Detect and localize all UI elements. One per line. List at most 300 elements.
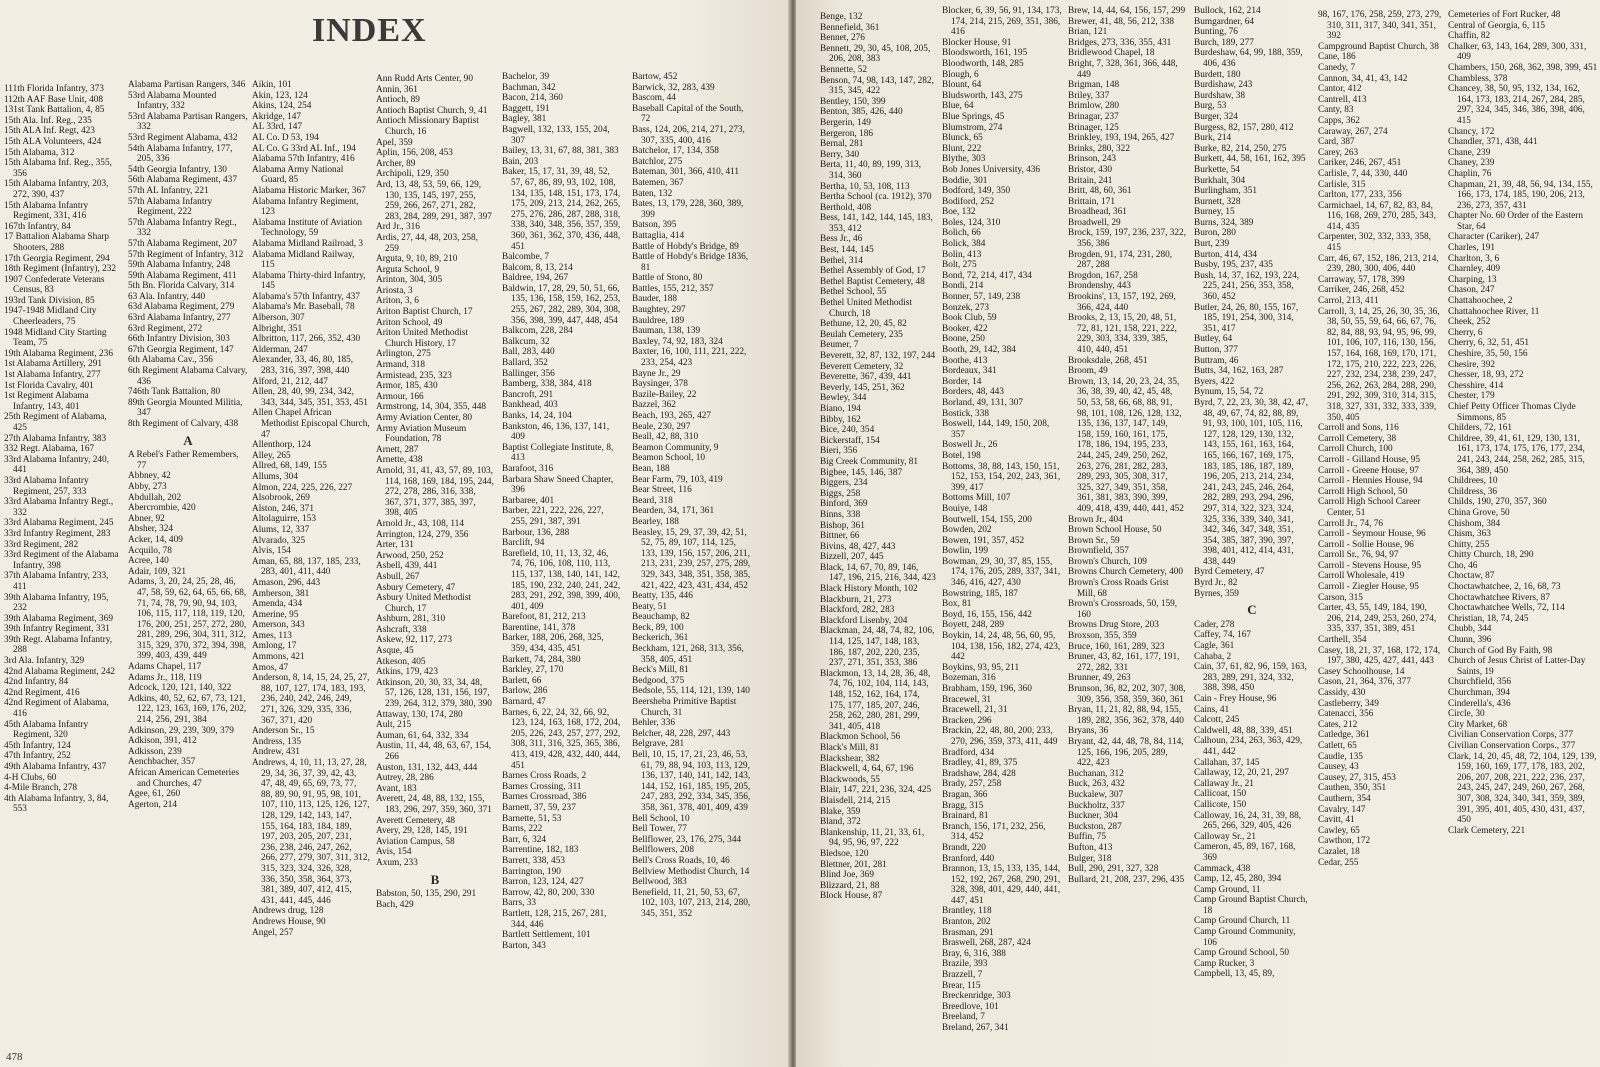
index-entry: Burlingham, 351 — [1194, 186, 1258, 197]
index-entry: Campground Baptist Church, 38 — [1318, 41, 1439, 52]
index-entry: Alley, 265 — [252, 450, 291, 461]
index-entry: 4th Alabama Infantry, 3, 84, 553 — [4, 793, 109, 815]
index-entry: 15th Alabama Infantry, 203, 272, 390, 437 — [4, 179, 109, 200]
index-entry: Alabama Thirty-third Infantry, 145 — [252, 270, 366, 292]
index-entry: Beulah Cemetery, 235 — [820, 329, 903, 340]
index-entry: Austin, 11, 44, 48, 63, 67, 154, 266 — [376, 741, 492, 762]
index-entry: Camp Rucker, 3 — [1194, 958, 1255, 969]
index-entry: Branch, 156, 171, 232, 256, 314, 452 — [942, 821, 1046, 843]
index-entry: 25th Regiment of Alabama, 425 — [4, 412, 107, 433]
index-entry: Blue, 64 — [942, 101, 974, 112]
index-entry: Breckenridge, 303 — [942, 991, 1011, 1002]
index-entry: Bloodsworth, 161, 195 — [942, 48, 1028, 59]
index-entry: Butts, 34, 162, 163, 287 — [1194, 366, 1284, 377]
index-entry: Cinderella's, 436 — [1448, 698, 1511, 709]
index-entry: Ballinger, 356 — [502, 368, 555, 379]
index-entry: 1st Alabama Infantry, 277 — [4, 370, 101, 381]
index-entry: Barlow, 286 — [502, 686, 548, 697]
index-entry: Alberson, 307 — [252, 313, 305, 324]
index-entry: Bolt, 275 — [942, 260, 977, 271]
index-entry: Andrew, 431 — [252, 747, 300, 758]
index-entry: Batchelor, 17, 134, 358 — [632, 146, 719, 157]
index-entry: Charping, 13 — [1448, 274, 1497, 285]
index-entry: Burnett, 328 — [1194, 196, 1241, 207]
index-entry: 111th Florida Infantry, 373 — [4, 84, 104, 94]
index-entry: 193rd Tank Division, 85 — [4, 295, 95, 306]
index-entry: Borders, 48, 443 — [942, 387, 1004, 398]
index-entry: Brogden, 91, 174, 231, 280, 287, 288 — [1068, 249, 1173, 271]
index-entry: 19th Alabama Regiment, 236 — [4, 348, 113, 359]
index-entry: Brooks, 2, 13, 15, 20, 48, 51, 72, 81, 121, 158, 221, 222, 229, 303, 334, 339, 385, 410, 440, 451 — [1068, 313, 1177, 355]
index-entry: Carr, 46, 67, 152, 186, 213, 214, 239, 280, 300, 406, 440 — [1318, 253, 1439, 275]
index-entry: Bess Jr., 46 — [820, 234, 863, 245]
index-entry: Blackshear, 382 — [820, 753, 880, 764]
index-entry: 63rd Regiment, 272 — [128, 323, 203, 334]
index-entry: Bishop, 361 — [820, 520, 865, 531]
index-entry: Barnes Crossroad, 386 — [502, 792, 587, 803]
index-entry: Bayne Jr., 29 — [632, 368, 681, 379]
index-entry: Axum, 233 — [376, 857, 418, 868]
index-entry: Absher, 324 — [128, 524, 174, 535]
index-entry: Beersheba Primitive Baptist Church, 31 — [632, 697, 737, 718]
index-entry: Armstrong, 14, 304, 355, 448 — [376, 402, 487, 413]
index-entry: Biano, 194 — [820, 403, 861, 414]
index-entry: Bumgardner, 64 — [1194, 16, 1255, 27]
index-entry: Big Creek Community, 81 — [820, 456, 919, 467]
index-entry: Busby, 195, 237, 435 — [1194, 260, 1273, 271]
index-entry: Armand, 318 — [376, 360, 426, 371]
index-entry: Barnette, 51, 53 — [502, 813, 562, 824]
index-entry: 4-Mile Branch, 278 — [4, 783, 78, 794]
index-entry: Boykin, 14, 24, 48, 56, 60, 95, 104, 138, 156, 182, 274, 423, 442 — [942, 631, 1061, 663]
index-entry: Armour, 166 — [376, 391, 424, 402]
index-entry: Bolin, 413 — [942, 249, 982, 260]
index-entry: Charnley, 409 — [1448, 264, 1501, 275]
index-entry: Arguta, 9, 10, 89, 210 — [376, 254, 458, 265]
index-entry: 57th Alabama Infantry Regt., 332 — [128, 217, 237, 239]
index-entry: Cherry, 6 — [1448, 327, 1483, 338]
index-entry: 63 Ala. Infantry, 440 — [128, 291, 206, 302]
index-entry: Bell School, 10 — [632, 813, 690, 824]
index-entry: Cauthern, 354 — [1318, 793, 1371, 804]
index-entry: Chancy, 172 — [1448, 126, 1495, 137]
index-entry: Beckham, 121, 268, 313, 356, 358, 405, 451 — [632, 644, 744, 665]
index-entry: Asbury Cemetery, 47 — [376, 582, 456, 593]
index-entry: Asbell, 439, 441 — [376, 561, 438, 572]
index-entry: Brinkley, 193, 194, 265, 427 — [1068, 133, 1175, 144]
index-entry: Canedy, 7 — [1318, 62, 1356, 73]
index-entry: Bowen, 191, 357, 452 — [942, 535, 1025, 546]
index-entry: 63rd Alabama Infantry, 277 — [128, 313, 231, 324]
index-entry: Carroll - Greene House, 97 — [1318, 465, 1419, 476]
index-entry: Cahaba, 2 — [1194, 651, 1232, 662]
index-entry: Bell's Cross Roads, 10, 46 — [632, 855, 730, 866]
index-entry: Button, 377 — [1194, 345, 1238, 355]
index-entry: Balkcum, 32 — [502, 336, 550, 347]
index-entry: Archipoli, 129, 350 — [376, 169, 449, 180]
index-entry: 27th Alabama Infantry, 383 — [4, 433, 107, 444]
index-entry: Carroll - Stevens House, 95 — [1318, 560, 1422, 571]
index-entry: 33rd Regiment, 282 — [4, 539, 79, 550]
index-entry: 33rd Alabama Infantry, 240, 441 — [4, 454, 109, 476]
index-entry: Brantley, 118 — [942, 906, 992, 917]
index-entry: Bateman, 301, 366, 410, 411 — [632, 167, 740, 178]
index-entry: Baysinger, 378 — [632, 379, 688, 390]
index-entry: Beall, 42, 88, 310 — [632, 432, 699, 443]
index-entry: Carroll, 3, 14, 25, 26, 30, 35, 36, 38, 50, 55, 59, 64, 66, 67, 76, 82, 84, 88, 93, 94, 95, 96, 99, 101, 106, 107, 116, 130, 156, 157, 164, 168, 169, 170, 171, 172, 175, 210, 222, 223, 226, 227, 232, 234, 238, 239, 247, 256, 262, 263, 284, 288, 290, 291, 292, 309, 310, 314, 315, 318, 327, 331, 332, 333, 339, 350, 405 — [1318, 306, 1440, 423]
index-entry: Adkisson, 239 — [128, 746, 182, 757]
index-entry: Beatty, 135, 446 — [632, 591, 693, 602]
index-entry: AL Co. D 53, 194 — [252, 132, 319, 143]
index-entry: 98, 167, 176, 258, 259, 273, 279, 310, 311, 317, 340, 341, 351, 392 — [1318, 10, 1442, 42]
index-entry: Askew, 92, 117, 273 — [376, 635, 453, 646]
index-column — [502, 72, 622, 1067]
index-entry: Block House, 87 — [820, 891, 883, 902]
index-entry: Barrs, 33 — [502, 898, 537, 909]
index-entry: Carroll - Ziegler House, 95 — [1318, 582, 1419, 593]
index-entry: Circle, 30 — [1448, 709, 1485, 720]
index-entry: Balcombe, 7 — [502, 252, 549, 263]
index-entry: Beamon School, 10 — [632, 453, 706, 464]
index-entry: Bracewell, 21, 31 — [942, 705, 1008, 716]
index-entry: Acker, 14, 409 — [128, 534, 183, 545]
index-entry: Chapman, 21, 39, 48, 56, 94, 134, 155, 166, 173, 174, 185, 190, 206, 213, 236, 273, 357, 431 — [1448, 179, 1593, 211]
index-entry: Beck's Mill, 81 — [632, 665, 689, 676]
index-entry: Blocker, 6, 39, 56, 91, 134, 173, 174, 214, 215, 269, 351, 386, 416 — [942, 6, 1062, 38]
index-entry: Burk, 214 — [1194, 133, 1232, 144]
index-entry: Ard Jr., 316 — [376, 222, 420, 233]
index-entry: Alabama Midland Railroad, 3 — [252, 238, 364, 249]
index-entry: Bruce, 160, 161, 289, 323 — [1068, 641, 1165, 652]
index-entry: 33rd Regiment of the Alabama Infantry, 398 — [4, 550, 119, 571]
index-entry: 42nd Regiment of Alabama, 416 — [4, 698, 109, 720]
index-entry: Cantrell, 413 — [1318, 94, 1367, 105]
index-entry: Booker, 422 — [942, 323, 988, 334]
index-entry: Bertha School (ca. 1912), 370 — [820, 192, 932, 203]
index-entry: Amerine, 95 — [252, 609, 299, 620]
index-entry: 15th Alabama Infantry Regiment, 331, 416 — [4, 200, 89, 222]
index-entry: Caffey, 74, 167 — [1194, 630, 1252, 641]
index-entry: Bruner, 43, 82, 161, 177, 191, 272, 282, 331 — [1068, 652, 1180, 673]
index-entry: Buchanan, 312 — [1068, 768, 1124, 779]
index-entry: Bailey, 13, 31, 67, 88, 381, 383 — [502, 146, 619, 157]
page-number: 478 — [6, 1051, 23, 1063]
index-entry: Bivins, 48, 427, 443 — [820, 541, 896, 552]
index-entry: Barefoot, 81, 212, 213 — [502, 612, 586, 623]
index-entry: Ariosta, 3 — [376, 285, 413, 296]
index-entry: City Market, 68 — [1448, 719, 1508, 730]
index-entry: Clark, 14, 20, 45, 48, 72, 104, 129, 139, 159, 160, 169, 177, 178, 183, 202, 206, 207, 208, 221, 222, 236, 237, 243, 245, 247, 249, 260, 267, 268, 307, 308, 324, 340, 341, 359, 389, 391, 395, 401, 405, 430, 431, 437, 450 — [1448, 751, 1597, 826]
index-entry: Barnes, 6, 22, 24, 32, 66, 92, 123, 124, 163, 168, 172, 204, 205, 226, 243, 257, 277, 292, 308, 311, 316, 325, 365, 386, 413, 419, 428, 432, 440, 444, 451 — [502, 707, 621, 771]
index-entry: Amos, 47 — [252, 662, 289, 673]
index-entry: Carlisle, 315 — [1318, 179, 1366, 190]
index-entry: 66th Infantry Division, 303 — [128, 334, 230, 345]
index-entry: 1948 Midland City Starting Team, 75 — [4, 327, 107, 349]
index-entry: Brondenshy, 443 — [1068, 281, 1131, 292]
index-entry: Blackmon, 13, 14, 28, 36, 48, 74, 76, 102, 104, 114, 143, 148, 152, 162, 164, 174, 175, 177, 185, 207, 246, 258, 262, 280, 281, 299, 341, 405, 418 — [820, 668, 931, 732]
index-entry: Abdullah, 202 — [128, 492, 182, 503]
index-entry: Casey, 18, 21, 37, 168, 172, 174, 197, 380, 425, 427, 441, 443 — [1318, 645, 1441, 667]
index-entry: Bennet, 276 — [820, 33, 865, 44]
index-entry: 47th Infantry, 252 — [4, 751, 71, 762]
index-entry: 42nd Alabama Regiment, 242 — [4, 666, 116, 677]
index-entry: 57th Alabama Infantry Regiment, 222 — [128, 196, 213, 218]
index-entry: Brainard, 81 — [942, 811, 989, 822]
index-entry: Bertha, 10, 53, 108, 113 — [820, 181, 910, 192]
index-entry: Branford, 440 — [942, 853, 995, 864]
index-entry: Bolich, 66 — [942, 228, 981, 239]
index-entry: Bloodworth, 148, 285 — [942, 58, 1024, 69]
index-entry: Alderman, 247 — [252, 344, 308, 355]
index-entry: Bice, 240, 354 — [820, 425, 875, 436]
index-entry: Boddie, 301 — [942, 175, 988, 186]
index-entry: Barkett, 74, 284, 380 — [502, 654, 581, 665]
index-entry: Adams Chapel, 117 — [128, 662, 202, 673]
index-entry: Baker, 15, 17, 31, 39, 48, 52, 57, 67, 86, 89, 93, 102, 108, 134, 135, 148, 151, 173, 174, 175, 209, 213, 214, 262, 265, 275, 276, 286, 287, 288, 318, 338, 340, 348, 356, 357, 359, 360, 361, 362, 370, 436, 448, 451 — [502, 167, 621, 252]
index-entry: Bethune, 12, 20, 45, 82 — [820, 319, 907, 330]
index-entry: Cheshire, 35, 50, 156 — [1448, 349, 1528, 359]
index-entry: Brunner, 49, 263 — [1068, 673, 1131, 684]
index-entry: Arnett, 287 — [376, 444, 419, 455]
index-entry: Auston, 131, 132, 443, 444 — [376, 762, 478, 773]
index-entry: Buckholtz, 337 — [1068, 800, 1125, 811]
index-entry: Baxter, 16, 100, 111, 221, 222, 233, 254, 423 — [632, 347, 747, 369]
index-entry: Cains, 41 — [1194, 704, 1230, 715]
index-entry: Burney, 15 — [1194, 207, 1235, 218]
index-entry: Carroll High School, 50 — [1318, 486, 1408, 497]
index-entry: 15th Alabama Inf. Reg., 355, 356 — [4, 158, 112, 179]
index-entry: Arlington, 275 — [376, 349, 431, 360]
index-entry: Broadhead, 361 — [1068, 207, 1127, 218]
index-entry: Beasley, 15, 29, 37, 39, 42, 51, 52, 75, 89, 107, 114, 125, 133, 139, 156, 157, 206, 211, 213, 231, 239, 257, 275, 289, 329, 343, 348, 351, 358, 385, 421, 422, 423, 431, 434, 452 — [632, 527, 751, 591]
index-entry: Blackwell, 4, 64, 67, 196 — [820, 764, 914, 775]
index-entry: Baggett, 191 — [502, 103, 550, 114]
index-entry: Acquilo, 78 — [128, 545, 172, 556]
index-entry: Carroll and Sons, 116 — [1318, 423, 1399, 434]
index-entry: Breeland, 7 — [942, 1012, 985, 1023]
section-letter: A — [183, 432, 193, 448]
index-entry: Bethel United Methodist Church, 18 — [820, 298, 912, 319]
index-entry: 6th Regiment Alabama Calvary, 436 — [128, 366, 248, 387]
index-entry: 42nd Regiment, 416 — [4, 687, 80, 698]
index-entry: Asbull, 267 — [376, 571, 420, 582]
index-entry: Beale, 230, 297 — [632, 421, 691, 432]
index-entry: Bland, 372 — [820, 817, 861, 828]
index-entry: Blackwoods, 55 — [820, 774, 880, 785]
index-entry: Bond, 72, 214, 417, 434 — [942, 270, 1032, 281]
index-entry: Botel, 198 — [942, 450, 981, 461]
index-entry: Cader, 278 — [1194, 619, 1235, 630]
index-entry: Allen Chapel African Methodist Episcopal Church, 47 — [252, 408, 370, 440]
index-entry: Baldree, 194, 267 — [502, 273, 569, 284]
index-entry: Baten, 132 — [632, 188, 673, 199]
index-entry: Avant, 183 — [376, 783, 417, 794]
index-entry: Boykins, 93, 95, 211 — [942, 662, 1020, 673]
index-entry: Berta, 11, 40, 89, 199, 313, 314, 360 — [820, 160, 922, 181]
index-entry: Bufton, 413 — [1068, 842, 1113, 853]
index-entry: Calhoun, 234, 263, 363, 429, 441, 442 — [1194, 736, 1303, 757]
index-entry: Bordeaux, 341 — [942, 366, 997, 377]
index-entry: Asbury United Methodist Church, 17 — [376, 593, 472, 614]
index-entry: Chapter No. 60 Order of the Eastern Star, 64 — [1448, 211, 1584, 232]
index-entry: 53rd Regiment Alabama, 432 — [128, 132, 238, 143]
index-entry: Burgess, 82, 157, 280, 412 — [1194, 122, 1294, 133]
index-entry: Ammons, 421 — [252, 652, 305, 663]
index-entry: Carroll Sr., 76, 94, 97 — [1318, 550, 1399, 561]
index-column — [4, 84, 122, 1067]
index-entry: Alabama Midland Railway, 115 — [252, 249, 355, 271]
index-column — [1194, 6, 1310, 1056]
index-entry: Aenchbacher, 357 — [128, 757, 196, 768]
index-entry: Alsobrook, 269 — [252, 493, 310, 504]
index-entry: Blue Springs, 45 — [942, 111, 1005, 122]
index-entry: Battles, 155, 212, 357 — [632, 283, 714, 294]
index-entry: Brazile, 393 — [942, 959, 988, 970]
index-entry: Batson, 395 — [632, 220, 677, 231]
index-entry: Bernal, 281 — [820, 139, 864, 150]
index-entry: Chubb, 344 — [1448, 624, 1492, 635]
index-entry: Chattahoochee River, 11 — [1448, 306, 1540, 317]
index-column — [376, 74, 494, 1067]
index-entry: Arnold Jr., 43, 108, 114 — [376, 518, 464, 529]
index-entry: Cassidy, 430 — [1318, 688, 1366, 698]
index-entry: Baseball Capital of the South, 72 — [632, 103, 744, 125]
index-title: INDEX — [312, 12, 427, 49]
index-entry: Buckalew, 307 — [1068, 789, 1124, 800]
index-entry: Bearden, 34, 171, 361 — [632, 506, 715, 517]
index-entry: Carroll - Hennies House, 94 — [1318, 476, 1423, 487]
index-entry: Angel, 257 — [252, 927, 294, 938]
index-entry: Blake, 359 — [820, 806, 861, 817]
index-entry: A Rebel's Father Remembers, 77 — [128, 450, 239, 471]
index-entry: Barnes Cross Roads, 2 — [502, 771, 587, 782]
index-entry: Carlton, 177, 233, 356 — [1318, 190, 1402, 201]
index-entry: 15th ALA Inf. Regt, 423 — [4, 126, 95, 137]
index-entry: Bittner, 66 — [820, 531, 860, 542]
index-entry: Central of Georgia, 6, 115 — [1448, 20, 1546, 31]
index-entry: Blumstrom, 274 — [942, 122, 1003, 133]
index-entry: Chaffin, 82 — [1448, 31, 1491, 42]
index-entry: 42nd Infantry, 84 — [4, 677, 69, 688]
index-entry: Brigman, 148 — [1068, 80, 1120, 91]
index-entry: Ardis, 27, 44, 48, 203, 258, 259 — [376, 232, 479, 254]
index-entry: Callicoat, 150 — [1194, 789, 1247, 800]
index-entry: Brogdon, 167, 258 — [1068, 270, 1138, 281]
index-entry: Barefield, 10, 11, 13, 32, 46, 74, 76, 106, 108, 110, 113, 115, 137, 138, 140, 141, 142, 185, 190, 232, 240, 241, 242, 283, 291, 292, 398, 399, 400, 401, 409 — [502, 548, 621, 612]
index-entry: Blankenship, 11, 21, 33, 61, 94, 95, 96, 97, 222 — [820, 827, 925, 849]
index-entry: Choctawhatchee Rivers, 87 — [1448, 592, 1550, 603]
index-entry: 746th Tank Battalion, 80 — [128, 387, 221, 398]
index-entry: Barrow, 42, 80, 200, 330 — [502, 887, 595, 898]
index-entry: Brabham, 159, 196, 360 — [942, 684, 1032, 694]
index-entry: Bethel Assembly of God, 17 — [820, 266, 926, 277]
index-entry: Churchman, 394 — [1448, 688, 1510, 698]
index-entry: Biggers, 234 — [820, 478, 868, 489]
index-entry: Brock, 159, 197, 236, 237, 322, 356, 386 — [1068, 228, 1186, 250]
index-entry: Bradshaw, 284, 428 — [942, 768, 1016, 779]
index-entry: 1907 Confederate Veterans Census, 83 — [4, 274, 105, 296]
index-entry: Biggs, 258 — [820, 488, 861, 499]
index-entry: Aikin, 101 — [252, 80, 292, 90]
index-entry: Childers, 72, 161 — [1448, 423, 1513, 434]
index-entry: Borland, 49, 131, 307 — [942, 397, 1024, 408]
index-entry: Boswell, 144, 149, 150, 208, 357 — [942, 419, 1050, 440]
index-entry: Chesire, 392 — [1448, 359, 1495, 370]
index-entry: Bankston, 46, 136, 137, 141, 409 — [502, 421, 610, 443]
index-entry: 57th Alabama Regiment, 207 — [128, 238, 237, 249]
index-entry: Army Aviation Center, 80 — [376, 413, 473, 423]
index-entry: Cain - Frey House, 96 — [1194, 694, 1277, 704]
index-entry: Albritton, 117, 266, 352, 430 — [252, 334, 361, 345]
index-entry: Carroll - Gilland House, 95 — [1318, 454, 1420, 465]
index-entry: Ard, 13, 48, 53, 59, 66, 129, 130, 135, 145, 197, 255, 259, 266, 267, 271, 282, 283, 284, 289, 291, 387, 397 — [376, 179, 492, 222]
index-entry: Bob Jones University, 436 — [942, 164, 1041, 175]
index-entry: Ashburn, 281, 310 — [376, 614, 446, 625]
index-entry: Alabama Infantry Regiment, 123 — [252, 196, 359, 218]
index-entry: Burke, 82, 214, 250, 275 — [1194, 143, 1287, 154]
index-entry: Arter, 131 — [376, 540, 414, 551]
index-entry: Barclift, 94 — [502, 538, 545, 549]
index-entry: Cawthon, 172 — [1318, 836, 1371, 847]
index-entry: Chief Petty Officer Thomas Clyde Simmons, 85 — [1448, 401, 1576, 423]
index-entry: Allen, 28, 40, 99, 234, 342, 343, 344, 345, 351, 353, 451 — [252, 387, 368, 408]
index-entry: Churchfield, 356 — [1448, 677, 1511, 688]
index-entry: Cameron, 45, 89, 167, 168, 369 — [1194, 842, 1296, 863]
index-entry: Benton, 385, 426, 440 — [820, 107, 903, 118]
index-entry: Buck, 263, 432 — [1068, 779, 1125, 790]
index-entry: Bear Street, 116 — [632, 485, 692, 496]
index-entry: Bamberg, 338, 384, 418 — [502, 379, 592, 390]
index-column — [820, 12, 936, 1062]
index-entry: Bergerin, 149 — [820, 117, 871, 128]
index-entry: Brinager, 125 — [1068, 122, 1119, 133]
index-entry: Cherry, 6, 32, 51, 451 — [1448, 338, 1529, 349]
index-entry: Bryan, 11, 21, 82, 88, 94, 155, 189, 282, 356, 362, 378, 440 — [1068, 705, 1184, 726]
index-entry: Byers, 422 — [1194, 376, 1235, 387]
index-entry: Arnette, 438 — [376, 455, 423, 466]
index-entry: Broom, 49 — [1068, 366, 1108, 377]
index-entry: Campbell, 13, 45, 89, — [1194, 969, 1275, 980]
index-entry: Beck, 89, 100 — [632, 622, 684, 633]
index-entry: Carlisle, 7, 44, 330, 440 — [1318, 168, 1408, 179]
index-entry: Barnett, 37, 59, 237 — [502, 802, 576, 813]
index-entry: Brooksdale, 268, 451 — [1068, 355, 1148, 366]
index-entry: Amerson, 343 — [252, 620, 305, 631]
index-entry: Barwick, 32, 283, 439 — [632, 82, 715, 93]
index-entry: Boothe, 413 — [942, 355, 988, 366]
index-entry: Balcom, 8, 13, 214 — [502, 262, 573, 273]
index-entry: 15th Alabama, 312 — [4, 147, 75, 158]
section-letter: C — [1247, 602, 1257, 618]
index-entry: Agerton, 214 — [128, 799, 178, 810]
index-entry: 167th Infantry, 84 — [4, 221, 71, 232]
index-entry: Catenacci, 356 — [1318, 709, 1374, 720]
index-entry: Barr, 6, 324 — [502, 834, 547, 845]
index-entry: Beard, 318 — [632, 495, 673, 506]
index-entry: Chane, 239 — [1448, 147, 1491, 158]
index-entry: Amlong, 17 — [252, 641, 297, 652]
index-entry: Barbaree, 401 — [502, 495, 555, 506]
index-entry: Archer, 89 — [376, 158, 416, 169]
index-entry: Broxson, 355, 359 — [1068, 631, 1137, 642]
index-entry: Blough, 6 — [942, 69, 979, 80]
index-entry: Amenda, 434 — [252, 599, 303, 610]
index-entry: Armistead, 235, 323 — [376, 370, 452, 381]
index-entry: 33rd Alabama Infantry Regiment, 257, 333 — [4, 475, 89, 497]
index-entry: Burt, 239 — [1194, 239, 1230, 250]
index-entry: Civilian Conservation Corps, 377 — [1448, 730, 1573, 741]
index-entry: Bonzek, 273 — [942, 302, 989, 313]
